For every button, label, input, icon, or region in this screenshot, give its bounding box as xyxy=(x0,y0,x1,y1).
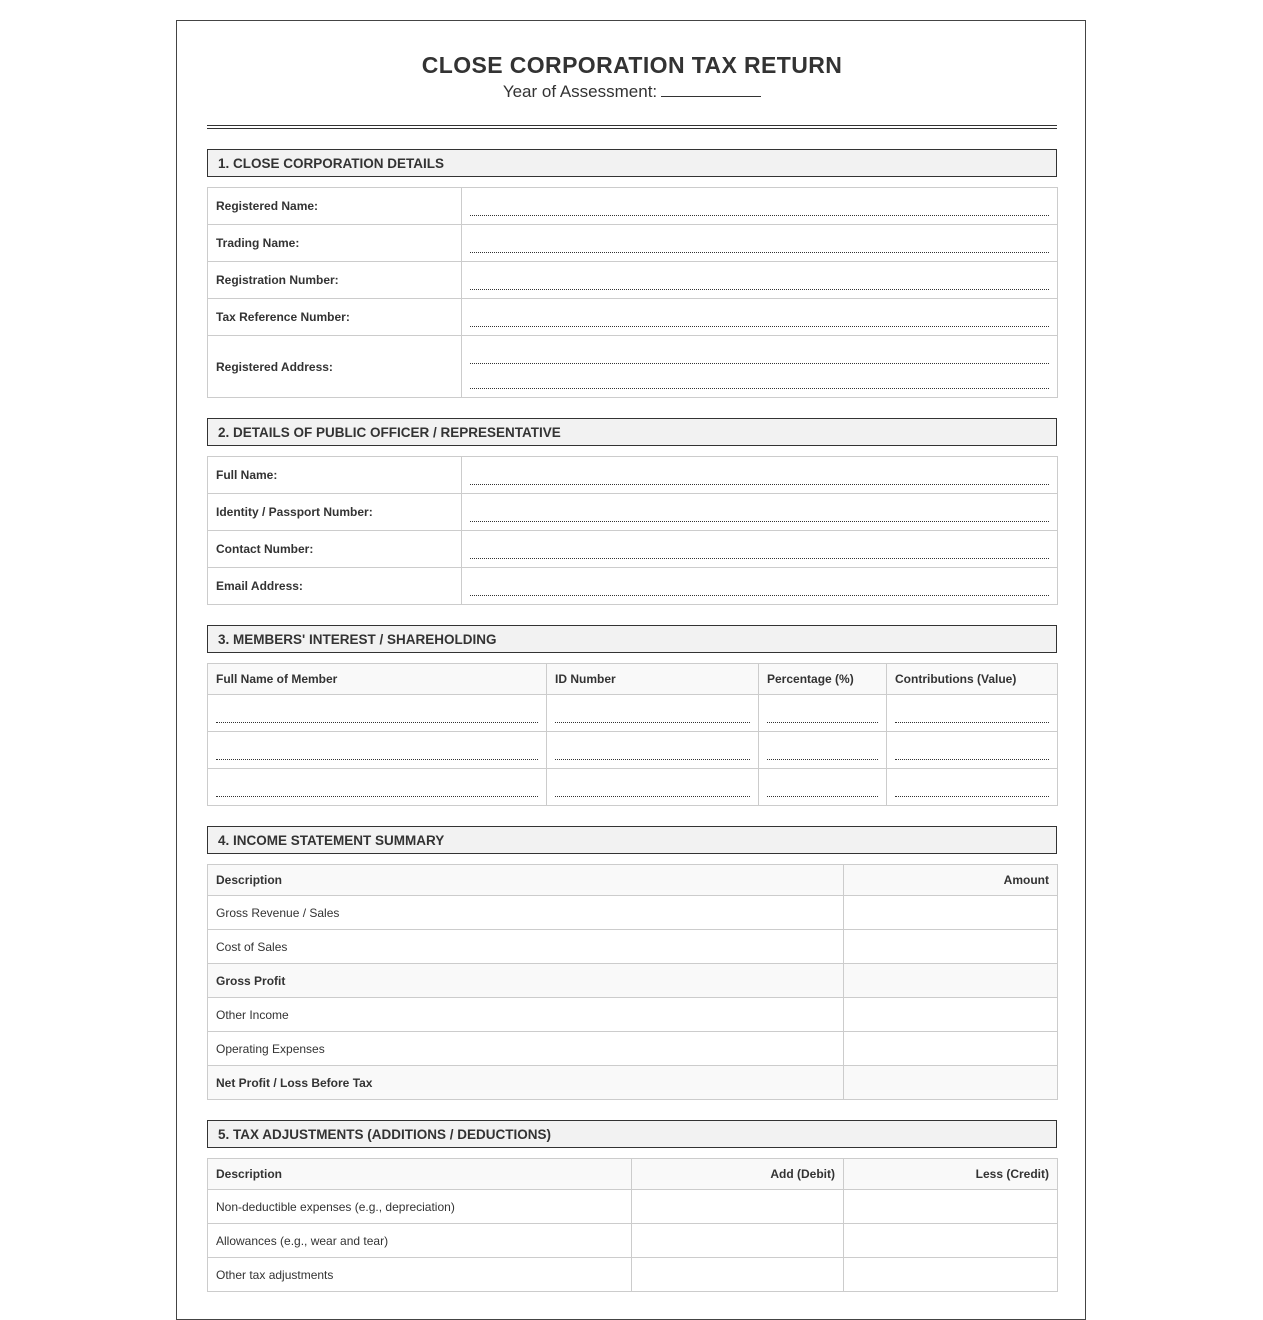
detail-row xyxy=(208,188,1058,225)
dotted-line xyxy=(470,595,1049,596)
amount-field[interactable] xyxy=(844,896,1058,930)
member-percentage-field[interactable] xyxy=(759,695,887,732)
row-label: Other Income xyxy=(208,998,844,1032)
member-name-field[interactable] xyxy=(208,732,547,769)
id-passport-field[interactable] xyxy=(462,494,1058,531)
detail-row xyxy=(208,299,1058,336)
adjustment-row xyxy=(208,1258,1058,1292)
corporation-details-table xyxy=(207,187,1058,398)
dotted-line xyxy=(470,484,1049,485)
member-id-field[interactable] xyxy=(547,769,759,806)
income-row xyxy=(208,1032,1058,1066)
form-page xyxy=(176,20,1086,1320)
field-label: Registration Number: xyxy=(208,262,462,299)
member-percentage-field[interactable] xyxy=(759,732,887,769)
form-content xyxy=(207,21,1057,1292)
field-label: Registered Address: xyxy=(208,336,462,398)
column-header: Contributions (Value) xyxy=(887,664,1058,695)
form-title: CLOSE CORPORATION TAX RETURN xyxy=(421,52,843,78)
year-field[interactable] xyxy=(661,82,761,97)
header-divider xyxy=(207,125,1057,129)
section1-heading: 1. CLOSE CORPORATION DETAILS xyxy=(207,149,1057,177)
column-header: Less (Credit) xyxy=(844,1159,1058,1190)
dotted-line xyxy=(555,722,750,723)
income-row xyxy=(208,1066,1058,1100)
members-header-row xyxy=(208,664,1058,695)
dotted-line xyxy=(895,796,1049,797)
adjustment-row xyxy=(208,1190,1058,1224)
section3-heading: 3. MEMBERS' INTEREST / SHAREHOLDING xyxy=(207,625,1057,653)
detail-row xyxy=(208,457,1058,494)
amount-field[interactable] xyxy=(844,1032,1058,1066)
member-row xyxy=(208,732,1058,769)
field-label: Tax Reference Number: xyxy=(208,299,462,336)
dotted-line xyxy=(216,759,538,760)
column-header: Description xyxy=(208,865,844,896)
registered-address-field[interactable] xyxy=(462,336,1058,398)
field-label: Registered Name: xyxy=(208,188,462,225)
detail-row xyxy=(208,336,1058,398)
member-name-field[interactable] xyxy=(208,695,547,732)
member-percentage-field[interactable] xyxy=(759,769,887,806)
dotted-line xyxy=(470,289,1049,290)
add-debit-field[interactable] xyxy=(632,1258,844,1292)
amount-field[interactable] xyxy=(844,1066,1058,1100)
detail-row xyxy=(208,262,1058,299)
row-label: Other tax adjustments xyxy=(208,1258,632,1292)
tax-adjustments-table xyxy=(207,1158,1058,1292)
income-statement-table xyxy=(207,864,1058,1100)
amount-field[interactable] xyxy=(844,964,1058,998)
less-credit-field[interactable] xyxy=(844,1190,1058,1224)
column-header: Description xyxy=(208,1159,632,1190)
row-label: Non-deductible expenses (e.g., depreciation) xyxy=(208,1190,632,1224)
dotted-line xyxy=(470,558,1049,559)
dotted-line xyxy=(895,722,1049,723)
dotted-line xyxy=(555,759,750,760)
section5-heading: 5. TAX ADJUSTMENTS (ADDITIONS / DEDUCTIONS) xyxy=(207,1120,1057,1148)
less-credit-field[interactable] xyxy=(844,1224,1058,1258)
dotted-line xyxy=(470,252,1049,253)
tax-reference-field[interactable] xyxy=(462,299,1058,336)
detail-row xyxy=(208,225,1058,262)
registered-name-field[interactable] xyxy=(462,188,1058,225)
dotted-line xyxy=(470,326,1049,327)
member-row xyxy=(208,695,1058,732)
dotted-line xyxy=(470,521,1049,522)
detail-row xyxy=(208,531,1058,568)
members-table xyxy=(207,663,1058,806)
member-name-field[interactable] xyxy=(208,769,547,806)
field-label: Email Address: xyxy=(208,568,462,605)
income-row xyxy=(208,930,1058,964)
amount-field[interactable] xyxy=(844,998,1058,1032)
adjustments-header-row xyxy=(208,1159,1058,1190)
contact-number-field[interactable] xyxy=(462,531,1058,568)
add-debit-field[interactable] xyxy=(632,1224,844,1258)
dotted-line xyxy=(470,388,1049,389)
row-label: Net Profit / Loss Before Tax xyxy=(208,1066,844,1100)
registration-number-field[interactable] xyxy=(462,262,1058,299)
field-label: Identity / Passport Number: xyxy=(208,494,462,531)
member-contribution-field[interactable] xyxy=(887,732,1058,769)
email-address-field[interactable] xyxy=(462,568,1058,605)
adjustment-row xyxy=(208,1224,1058,1258)
row-label: Allowances (e.g., wear and tear) xyxy=(208,1224,632,1258)
member-contribution-field[interactable] xyxy=(887,769,1058,806)
trading-name-field[interactable] xyxy=(462,225,1058,262)
income-row xyxy=(208,896,1058,930)
detail-row xyxy=(208,568,1058,605)
member-row xyxy=(208,769,1058,806)
row-label: Operating Expenses xyxy=(208,1032,844,1066)
row-label: Gross Profit xyxy=(208,964,844,998)
column-header: Add (Debit) xyxy=(632,1159,844,1190)
dotted-line xyxy=(216,722,538,723)
column-header: Percentage (%) xyxy=(759,664,887,695)
income-row xyxy=(208,998,1058,1032)
field-label: Trading Name: xyxy=(208,225,462,262)
year-label: Year of Assessment: xyxy=(502,82,658,101)
dotted-line xyxy=(767,796,878,797)
column-header: Full Name of Member xyxy=(208,664,547,695)
year-of-assessment xyxy=(207,82,1057,102)
income-row xyxy=(208,964,1058,998)
dotted-line xyxy=(216,796,538,797)
field-label: Full Name: xyxy=(208,457,462,494)
income-header-row xyxy=(208,865,1058,896)
amount-field[interactable] xyxy=(844,930,1058,964)
public-officer-table xyxy=(207,456,1058,605)
dotted-line xyxy=(470,215,1049,216)
full-name-field[interactable] xyxy=(462,457,1058,494)
column-header: Amount xyxy=(844,865,1058,896)
member-id-field[interactable] xyxy=(547,695,759,732)
column-header: ID Number xyxy=(547,664,759,695)
member-contribution-field[interactable] xyxy=(887,695,1058,732)
less-credit-field[interactable] xyxy=(844,1258,1058,1292)
row-label: Gross Revenue / Sales xyxy=(208,896,844,930)
detail-row xyxy=(208,494,1058,531)
add-debit-field[interactable] xyxy=(632,1190,844,1224)
section4-heading: 4. INCOME STATEMENT SUMMARY xyxy=(207,826,1057,854)
dotted-line xyxy=(470,363,1049,364)
member-id-field[interactable] xyxy=(547,732,759,769)
dotted-line xyxy=(895,759,1049,760)
section2-heading: 2. DETAILS OF PUBLIC OFFICER / REPRESENTATIVE xyxy=(207,418,1057,446)
dotted-line xyxy=(767,722,878,723)
dotted-line xyxy=(767,759,878,760)
dotted-line xyxy=(555,796,750,797)
field-label: Contact Number: xyxy=(208,531,462,568)
row-label: Cost of Sales xyxy=(208,930,844,964)
